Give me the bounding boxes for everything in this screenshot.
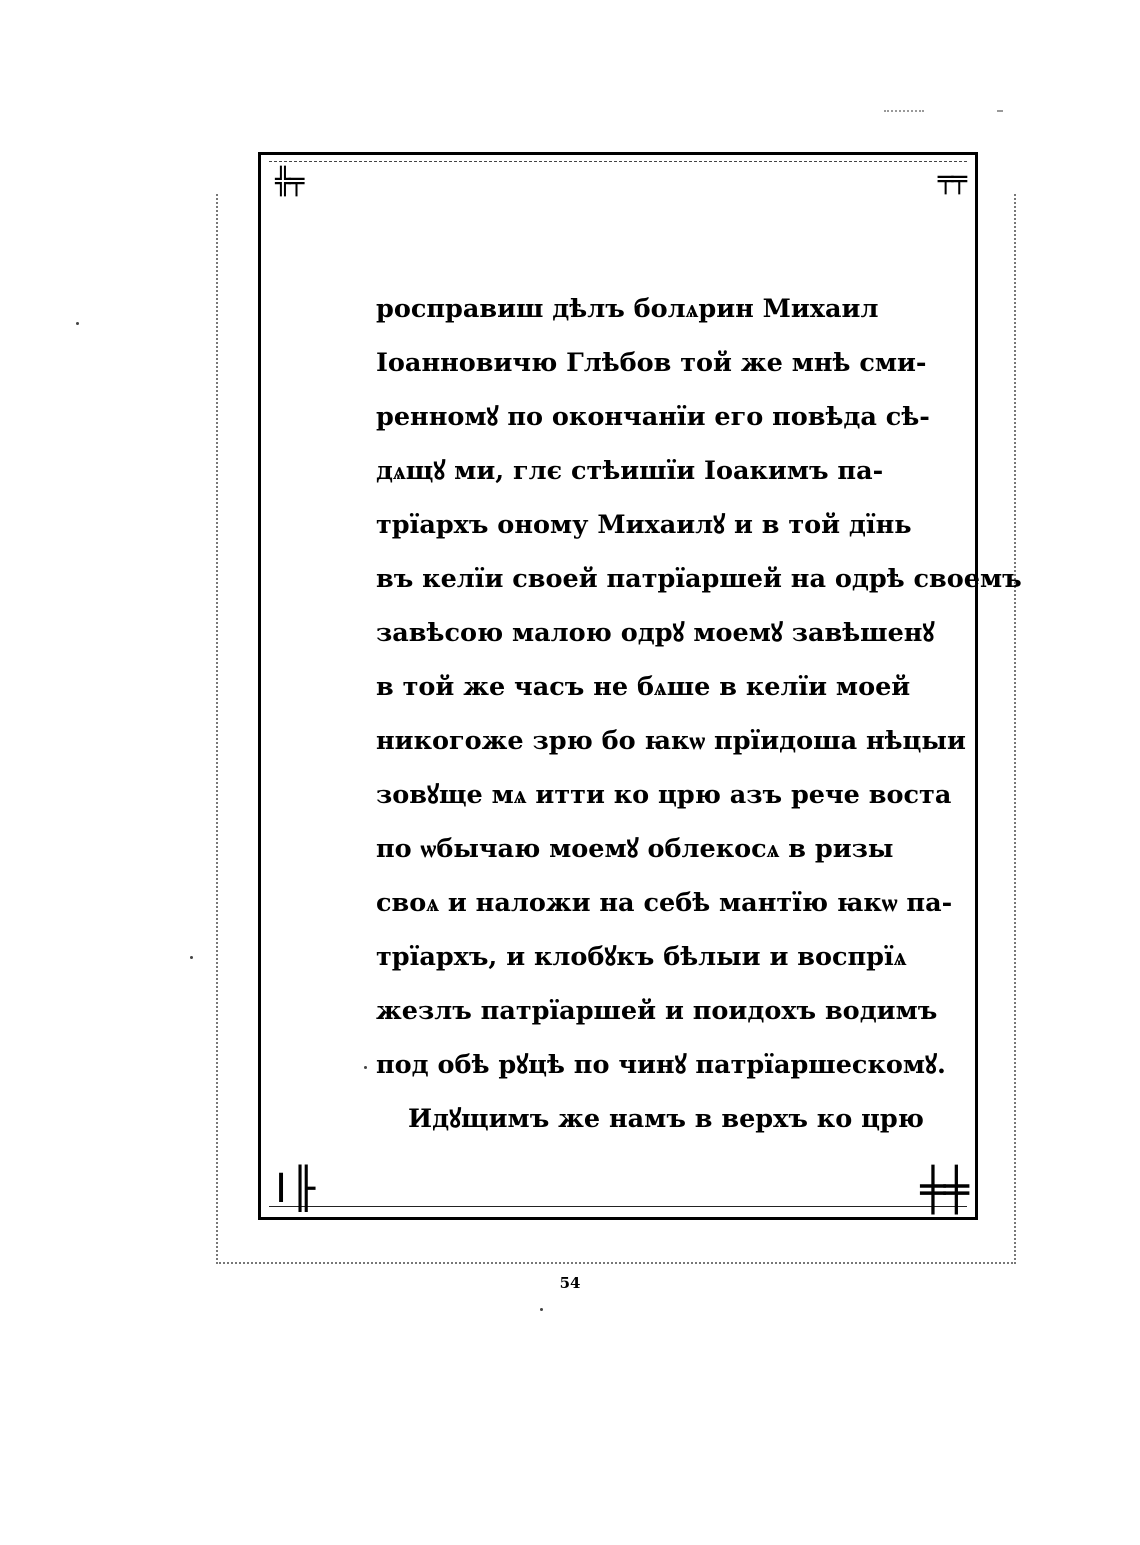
corner-ornament-top-left: ╬╤	[275, 167, 303, 197]
page-number: 54	[559, 1274, 581, 1292]
text-line-13: трїархъ, и клобꙋкъ бѣлыи и воспрїѧ	[376, 942, 907, 972]
text-line-1: росправиш дѣлъ болѧрин Михаил	[376, 294, 879, 324]
text-line-10: зовꙋще мѧ итти ко црю азъ рече воста	[376, 780, 952, 810]
corner-ornament-bottom-left: ǀ╟	[269, 1166, 314, 1212]
scan-speck	[190, 956, 193, 959]
margin-dash	[997, 110, 1003, 112]
corner-ornament-top-right: ╤╤	[937, 165, 965, 195]
text-line-8: в той же часъ не бѧше в келїи моей	[376, 672, 911, 702]
text-line-2: Іоанновичю Глѣбов той же мнѣ сми-	[376, 348, 927, 378]
text-line-9: никогоже зрю бо ꙗкѡ прїидоша нѣцыи	[376, 726, 966, 756]
text-line-6: въ келїи своей патрїаршей на одрѣ своемъ	[376, 564, 1022, 594]
text-line-11: по ѡбычаю моемꙋ облекосѧ в ризы	[376, 834, 894, 864]
body-text	[376, 282, 1022, 1146]
scan-speck	[76, 322, 79, 325]
text-line-3: ренномꙋ по окончанїи его повѣда сѣ-	[376, 402, 930, 432]
scan-speck	[364, 1066, 367, 1069]
margin-dots	[884, 110, 924, 112]
text-line-4: дѧщꙋ ми, глє стѣишїи Іоакимъ па-	[376, 456, 884, 486]
text-line-5: трїархъ оному Михаилꙋ и в той дїнь	[376, 510, 912, 540]
scan-speck	[540, 1308, 543, 1311]
text-line-14: жезлъ патрїаршей и поидохъ водимъ	[376, 996, 938, 1026]
corner-ornament-bottom-right: ╪╪	[920, 1165, 967, 1214]
text-line-7: завѣсою малою одрꙋ моемꙋ завѣшенꙋ	[376, 618, 935, 648]
text-line-16: Идꙋщимъ же намъ в верхъ ко црю	[408, 1104, 924, 1134]
text-line-12: своѧ и наложи на себѣ мантїю ꙗкѡ па-	[376, 888, 953, 918]
text-line-15: под обѣ рꙋцѣ по чинꙋ патрїаршескомꙋ.	[376, 1050, 946, 1080]
